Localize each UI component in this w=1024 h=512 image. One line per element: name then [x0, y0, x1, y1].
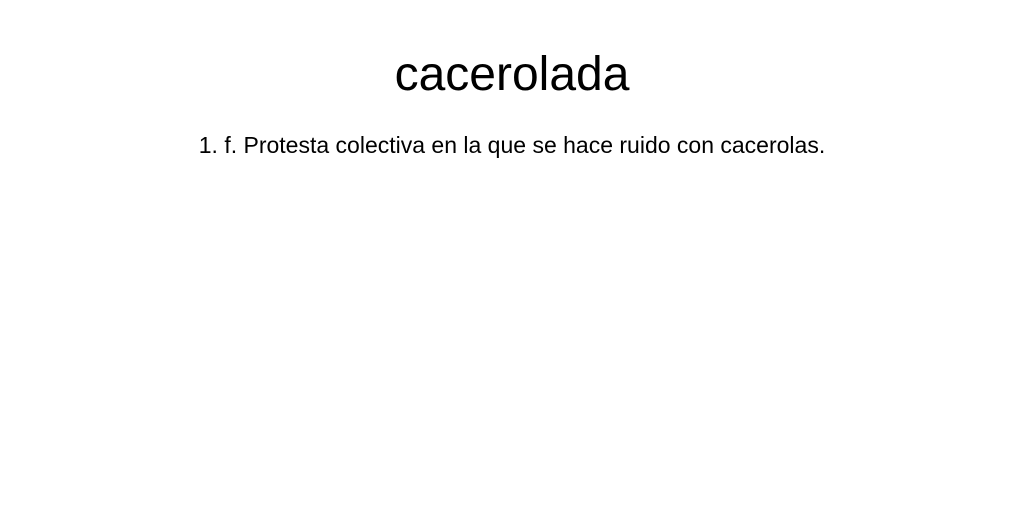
entry-headword: cacerolada [394, 48, 630, 101]
entry-definition-1: 1. f. Protesta colectiva en la que se hace ruido con cacerolas. [198, 132, 826, 158]
